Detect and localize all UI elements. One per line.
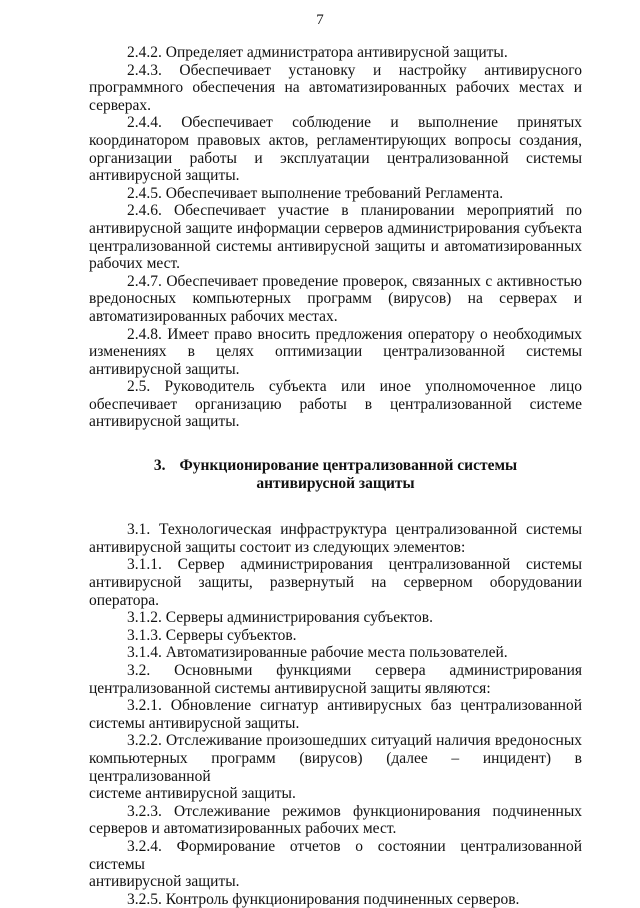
section-heading: [89, 457, 582, 492]
paragraph: [89, 732, 582, 802]
paragraph-line: 2.4.8. Имеет право вносить предложения оператору о необходимых: [127, 325, 582, 343]
paragraph-line: антивирусной защиты.: [89, 167, 240, 185]
paragraph-line: 2.4.7. Обеспечивает проведение проверок, связанных с активностью: [127, 272, 582, 290]
section-title-part-1: Функционирование централизованной системы: [179, 457, 518, 475]
paragraphs-bottom: [89, 521, 582, 908]
paragraph-line: антивирусной защиты.: [89, 413, 240, 431]
paragraph-line: антивирусной защите информации серверов администрирования субъекта: [89, 219, 582, 237]
section-heading-line-1: [89, 457, 582, 475]
paragraph-line: 3.2.4. Формирование отчетов о состоянии централизованной системы: [89, 837, 582, 873]
paragraph-line: 3.2.3. Отслеживание режимов функционирования подчиненных: [127, 802, 582, 820]
paragraph-line: 3.1. Технологическая инфраструктура централизованной системы: [127, 521, 582, 539]
paragraph: [89, 627, 582, 645]
paragraph-line: 2.4.5. Обеспечивает выполнение требований Регламента.: [127, 184, 504, 202]
paragraph-line: серверах.: [89, 96, 152, 114]
paragraph-line: антивирусной защиты.: [89, 873, 240, 891]
paragraph-line: 3.1.4. Автоматизированные рабочие места пользователей.: [127, 644, 508, 662]
paragraph-line: автоматизированных рабочих местах.: [89, 307, 338, 325]
paragraph-line: централизованной системы антивирусной защиты являются:: [89, 679, 491, 697]
paragraph-line: 3.1.2. Серверы администрирования субъектов.: [127, 609, 433, 627]
paragraphs-top: [89, 44, 582, 431]
paragraph-line: системе антивирусной защиты.: [89, 785, 296, 803]
paragraph-line: 3.2.1. Обновление сигнатур антивирусных баз централизованной: [127, 697, 582, 715]
section-title-part-2: антивирусной защиты: [256, 474, 415, 492]
paragraph-line: 2.4.3. Обеспечивает установку и настройку антивирусного: [127, 61, 582, 79]
paragraph-line: 2.5. Руководитель субъекта или иное уполномоченное лицо: [127, 378, 582, 396]
paragraph-line: 3.2.2. Отслеживание произошедших ситуаций наличия вредоносных: [127, 732, 582, 750]
paragraph: [89, 838, 582, 891]
paragraph: [89, 662, 582, 697]
paragraph-line: системы антивирусной защиты.: [89, 714, 300, 732]
paragraph: [89, 521, 582, 556]
paragraph-line: оператора.: [89, 591, 159, 609]
paragraph-line: антивирусной защиты, развернутый на серверном оборудовании: [89, 574, 582, 592]
paragraph: [89, 891, 582, 908]
paragraph-line: централизованной системы антивирусной защиты и автоматизированных: [89, 237, 582, 255]
paragraph: [89, 378, 582, 431]
paragraph: [89, 273, 582, 326]
paragraph-line: 2.4.2. Определяет администратора антивирусной защиты.: [127, 44, 508, 61]
paragraph: [89, 202, 582, 272]
paragraph-line: 3.1.3. Серверы субъектов.: [127, 626, 297, 644]
paragraph: [89, 697, 582, 732]
paragraph-line: 3.2.5. Контроль функционирования подчиненных серверов.: [127, 890, 520, 908]
paragraph: [89, 556, 582, 609]
paragraph-line: 3.1.1. Сервер администрирования централизованной системы: [127, 556, 582, 574]
paragraph: [89, 609, 582, 627]
paragraph-line: рабочих мест.: [89, 255, 181, 273]
paragraph: [89, 326, 582, 379]
paragraph-line: обеспечивает организацию работы в централизованной системе: [89, 395, 582, 413]
paragraph-line: изменениях в целях оптимизации централизованной системы: [89, 343, 582, 361]
paragraph: [89, 644, 582, 662]
paragraph: [89, 114, 582, 184]
paragraph-line: антивирусной защиты.: [89, 360, 240, 378]
paragraph-line: координатором правовых актов, регламентирующих вопросы создания,: [89, 131, 582, 149]
paragraph-line: программного обеспечения на автоматизированных рабочих местах и: [89, 79, 582, 97]
paragraph-line: 2.4.4. Обеспечивает соблюдение и выполнение принятых: [127, 114, 582, 132]
paragraph: [89, 803, 582, 838]
paragraph-line: вредоносных компьютерных программ (вирусов) на серверах и: [89, 290, 582, 308]
paragraph: [89, 62, 582, 115]
paragraph-line: организации работы и эксплуатации централизованной системы: [89, 149, 582, 167]
paragraph: [89, 185, 582, 203]
paragraph-line: 3.2. Основными функциями сервера администрирования: [127, 662, 582, 679]
paragraph-line: компьютерных программ (вирусов) (далее – инцидент) в централизованной: [89, 749, 582, 785]
paragraph-line: антивирусной защиты состоит из следующих элементов:: [89, 538, 466, 556]
paragraph-line: 2.4.6. Обеспечивает участие в планировании мероприятий по: [127, 202, 582, 220]
section-number: 3.: [153, 457, 166, 475]
page-number: 7: [316, 12, 324, 28]
paragraph: [89, 44, 582, 62]
paragraph-line: серверов и автоматизированных рабочих мест.: [89, 820, 397, 838]
document-body: [89, 44, 582, 908]
